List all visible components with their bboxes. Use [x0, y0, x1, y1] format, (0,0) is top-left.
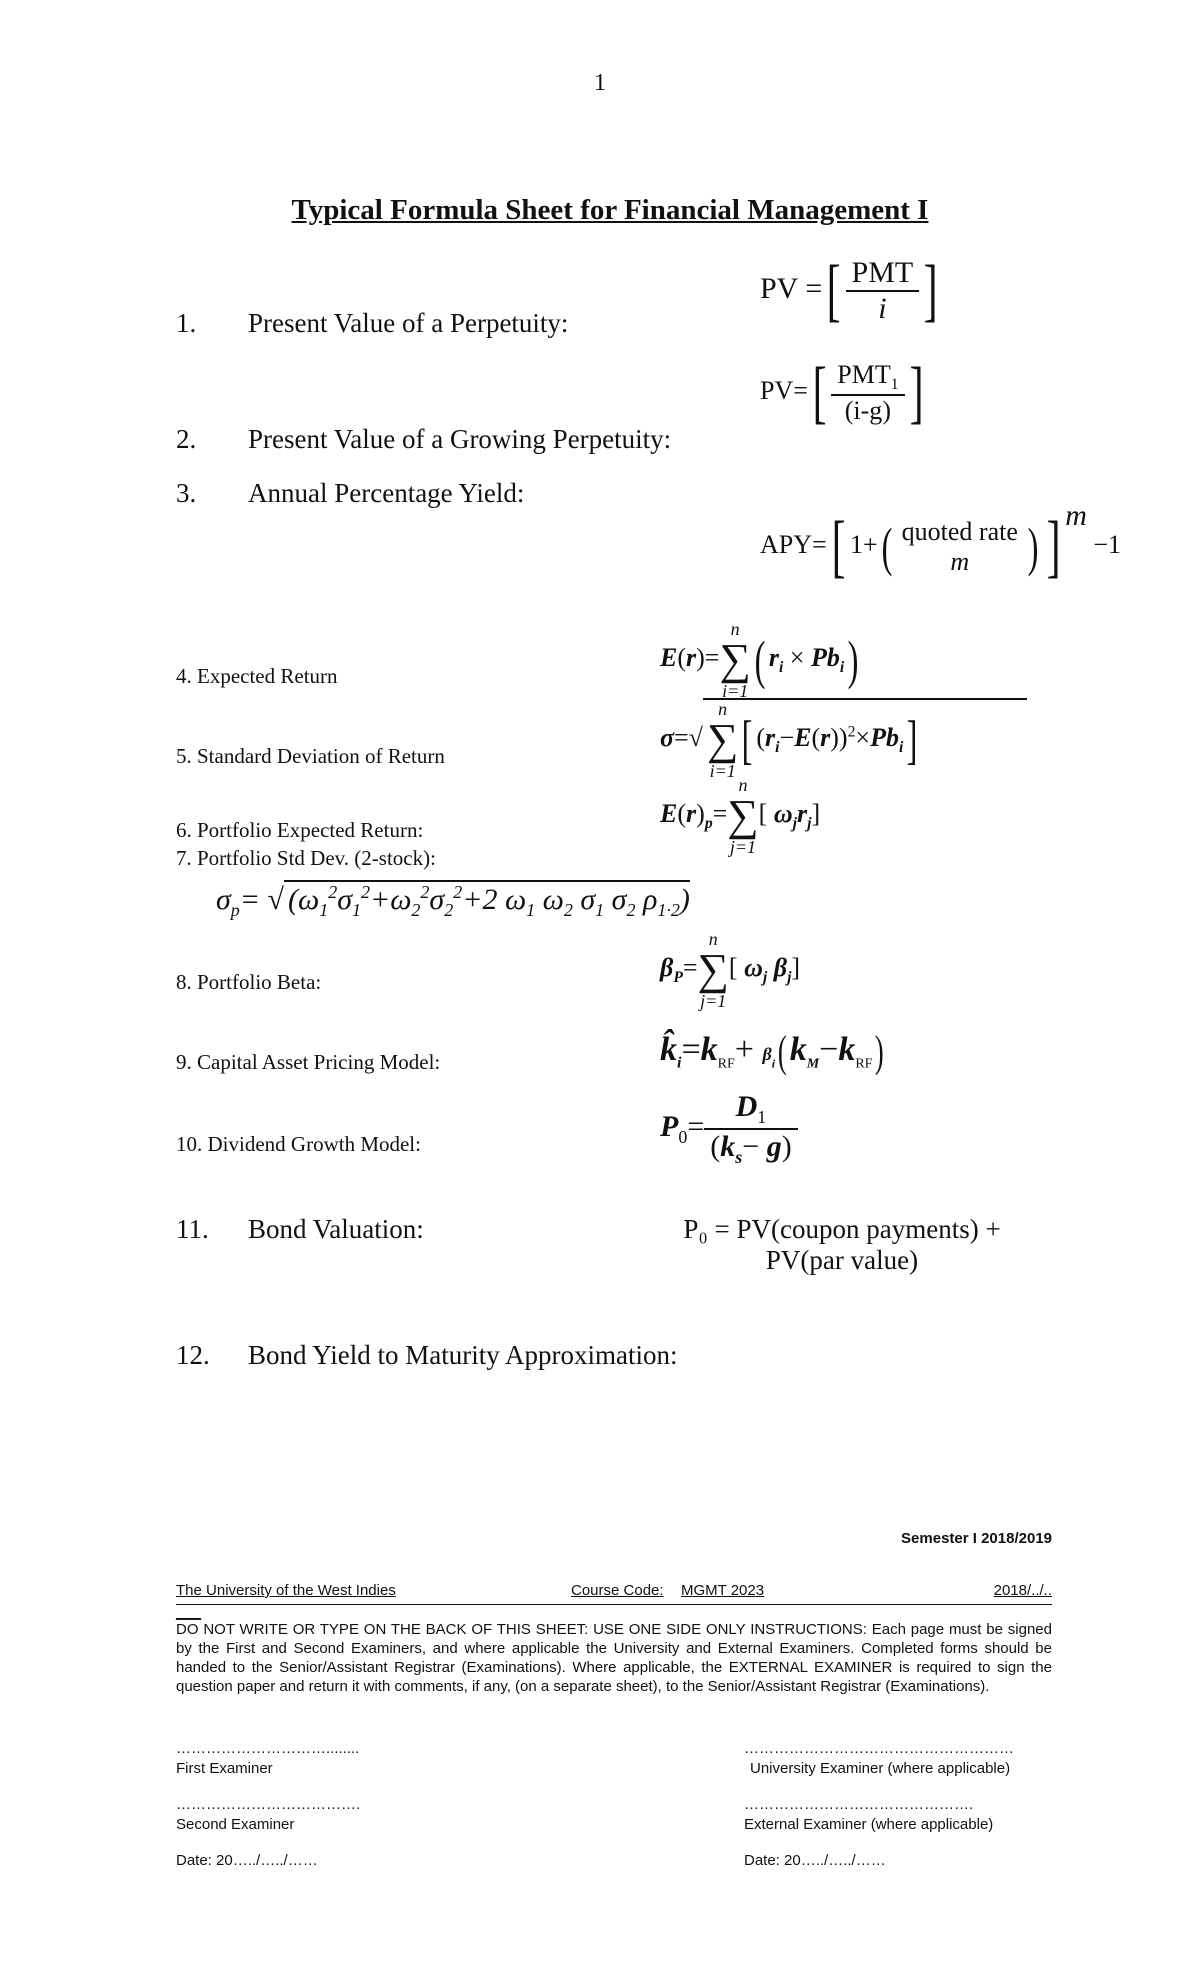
- item-number: 1.: [176, 308, 197, 338]
- item-label: Annual Percentage Yield:: [248, 478, 525, 508]
- formula-numerator-sub: 1: [890, 376, 899, 394]
- formula-capm: $k̂_i=k_{RF}+ \beta_i(k_M-k_{RF})$: [660, 1027, 885, 1076]
- item-5: [176, 744, 445, 769]
- formula-numerator: PMT: [851, 256, 914, 289]
- item-label: Portfolio Expected Return:: [197, 818, 424, 842]
- sum-upper: n: [738, 775, 748, 795]
- university-name: The University of the West Indies: [176, 1582, 396, 1599]
- formula-denominator: i: [846, 290, 920, 326]
- item-11: [176, 1214, 424, 1245]
- item-12: [176, 1340, 677, 1371]
- date-field-left: Date: 20…../…../……: [176, 1852, 318, 1869]
- course-code: MGMT 2023: [681, 1582, 765, 1599]
- signature-line-first: …………………………........: [176, 1740, 360, 1757]
- sum-lower: i=1: [722, 681, 749, 701]
- item-number: 9.: [176, 1050, 192, 1074]
- item-2: [176, 424, 671, 455]
- footer-rule: [176, 1604, 1052, 1605]
- page-title: Typical Formula Sheet for Financial Management I: [291, 194, 929, 226]
- footer-date: 2018/../..: [993, 1582, 1052, 1599]
- formula-denominator: i-g: [853, 396, 883, 426]
- formula-lhs: PV: [760, 375, 794, 405]
- formula-line-2: PV(par value): [765, 1245, 919, 1275]
- signature-line-university: ………………………………………………: [744, 1740, 1014, 1757]
- formula-portfolio-std-dev: $\sigma_p=$ √ ($\omega_1^2\sigma_1^2+\omega_2^2\sigma_2^2+2$ $\omega_1$ $\omega_2$ $\sigma_1$ $\sigma_2$ $\rho_{1\cdot 2}$): [216, 882, 690, 920]
- item-number: 4.: [176, 664, 192, 688]
- formula-bond-valuation: [672, 1214, 1012, 1276]
- sum-upper: n: [730, 619, 740, 639]
- summation: n ∑ i=1: [719, 619, 751, 701]
- formula-minus-one: −1: [1093, 529, 1122, 559]
- item-number: 6.: [176, 818, 192, 842]
- page-number: 1: [594, 70, 606, 96]
- formula-dividend-growth: $P_0=$ $\frac{D_1}{(k_s- g)}$: [660, 1090, 798, 1168]
- formula-lhs: APY: [760, 529, 813, 559]
- formula-numerator: quoted rate: [901, 517, 1018, 546]
- item-label: Present Value of a Perpetuity:: [248, 308, 569, 338]
- first-examiner-label: First Examiner: [176, 1760, 273, 1777]
- signature-line-external: ……………………………………….: [744, 1796, 974, 1813]
- item-number: 11.: [176, 1214, 209, 1244]
- formula-line-1: P₀ = PV(coupon payments) +: [683, 1214, 1001, 1244]
- item-label: Bond Yield to Maturity Approximation:: [248, 1340, 678, 1370]
- formula-one: 1: [850, 529, 863, 559]
- item-9: [176, 1050, 440, 1075]
- item-label: Expected Return: [197, 664, 338, 688]
- item-number: 10.: [176, 1132, 203, 1156]
- formula-portfolio-beta: $\beta_P=$ n ∑ j=1 [ $\omega_j$ $\beta_j$]: [660, 929, 801, 1011]
- item-number: 12.: [176, 1340, 210, 1370]
- item-label: Portfolio Std Dev. (2-stock):: [197, 846, 436, 870]
- item-8: [176, 970, 321, 995]
- formula-lhs: σ: [660, 722, 675, 752]
- formula-std-dev: σ=√ n ∑ i=1 [ $(r_i-E(r))^2\times Pb_i$]: [660, 698, 1027, 780]
- item-label: Present Value of a Growing Perpetuity:: [248, 424, 672, 454]
- formula-numerator-sub: 1: [757, 1107, 767, 1127]
- signature-line-second: ……………………………….: [176, 1796, 361, 1813]
- item-3: [176, 478, 524, 509]
- item-number: 3.: [176, 478, 197, 508]
- formula-numerator: D: [735, 1090, 758, 1123]
- course-code-label: Course Code:: [571, 1582, 664, 1599]
- university-examiner-label: University Examiner (where applicable): [750, 1760, 1011, 1777]
- item-number: 2.: [176, 424, 197, 454]
- sum-upper: n: [718, 699, 728, 719]
- item-6: [176, 818, 423, 843]
- sum-lower: j=1: [700, 991, 727, 1011]
- formula-portfolio-expected-return: $E(r)_p=$ n ∑ j=1 [ $\omega_jr_j$]: [660, 775, 821, 857]
- formula-numerator: PMT: [837, 359, 891, 389]
- instructions-text: DO NOT WRITE OR TYPE ON THE BACK OF THIS SHEET: USE ONE SIDE ONLY INSTRUCTIONS: Each page must be signed by the First and Second Examiners, and where applicable the University and External Examiners. Completed forms should be handed to the Senior/Assistant Registrar (Examinations). Where applicable, the EXTERNAL EXAMINER is required to sign the question paper and return it with comments, if any, (on a separate sheet), to the Senior/Assistant Registrar (Examinations).: [176, 1621, 1052, 1695]
- footer-blank: ___: [176, 1604, 202, 1621]
- item-label: Portfolio Beta:: [197, 970, 322, 994]
- sum-lower: j=1: [729, 837, 757, 857]
- formula-perpetuity: PV =[ $\frac{\text{PMT}}{i}$ ]: [760, 252, 938, 329]
- date-field-right: Date: 20…../…../……: [744, 1852, 886, 1869]
- formula-expected-return: E(r)= n ∑ i=1 ( $r_i \times Pb_i$): [660, 619, 859, 701]
- formula-exponent: m: [1065, 499, 1087, 533]
- item-label: Capital Asset Pricing Model:: [197, 1050, 441, 1074]
- sum-lower: i=1: [709, 761, 736, 781]
- item-1: [176, 308, 568, 339]
- sum-upper: n: [708, 929, 718, 949]
- formula-growing-perpetuity: PV=[ $\frac{PMT_1}{(i-g)}$ ]: [760, 354, 924, 431]
- item-label: Dividend Growth Model:: [207, 1132, 421, 1156]
- item-7: [176, 846, 436, 871]
- semester-label: Semester I 2018/2019: [901, 1530, 1052, 1547]
- item-label: Standard Deviation of Return: [197, 744, 445, 768]
- formula-lhs: PV: [760, 271, 798, 305]
- item-number: 5.: [176, 744, 192, 768]
- item-number: 7.: [176, 846, 192, 870]
- formula-denominator: m: [950, 547, 970, 576]
- second-examiner-label: Second Examiner: [176, 1816, 295, 1833]
- formula-apy: APY=[ 1+( quoted rate m ) ] $^m$ −1: [760, 499, 1122, 585]
- item-4: [176, 664, 338, 689]
- item-number: 8.: [176, 970, 192, 994]
- item-10: [176, 1132, 421, 1157]
- external-examiner-label: External Examiner (where applicable): [744, 1816, 994, 1833]
- item-label: Bond Valuation:: [248, 1214, 424, 1244]
